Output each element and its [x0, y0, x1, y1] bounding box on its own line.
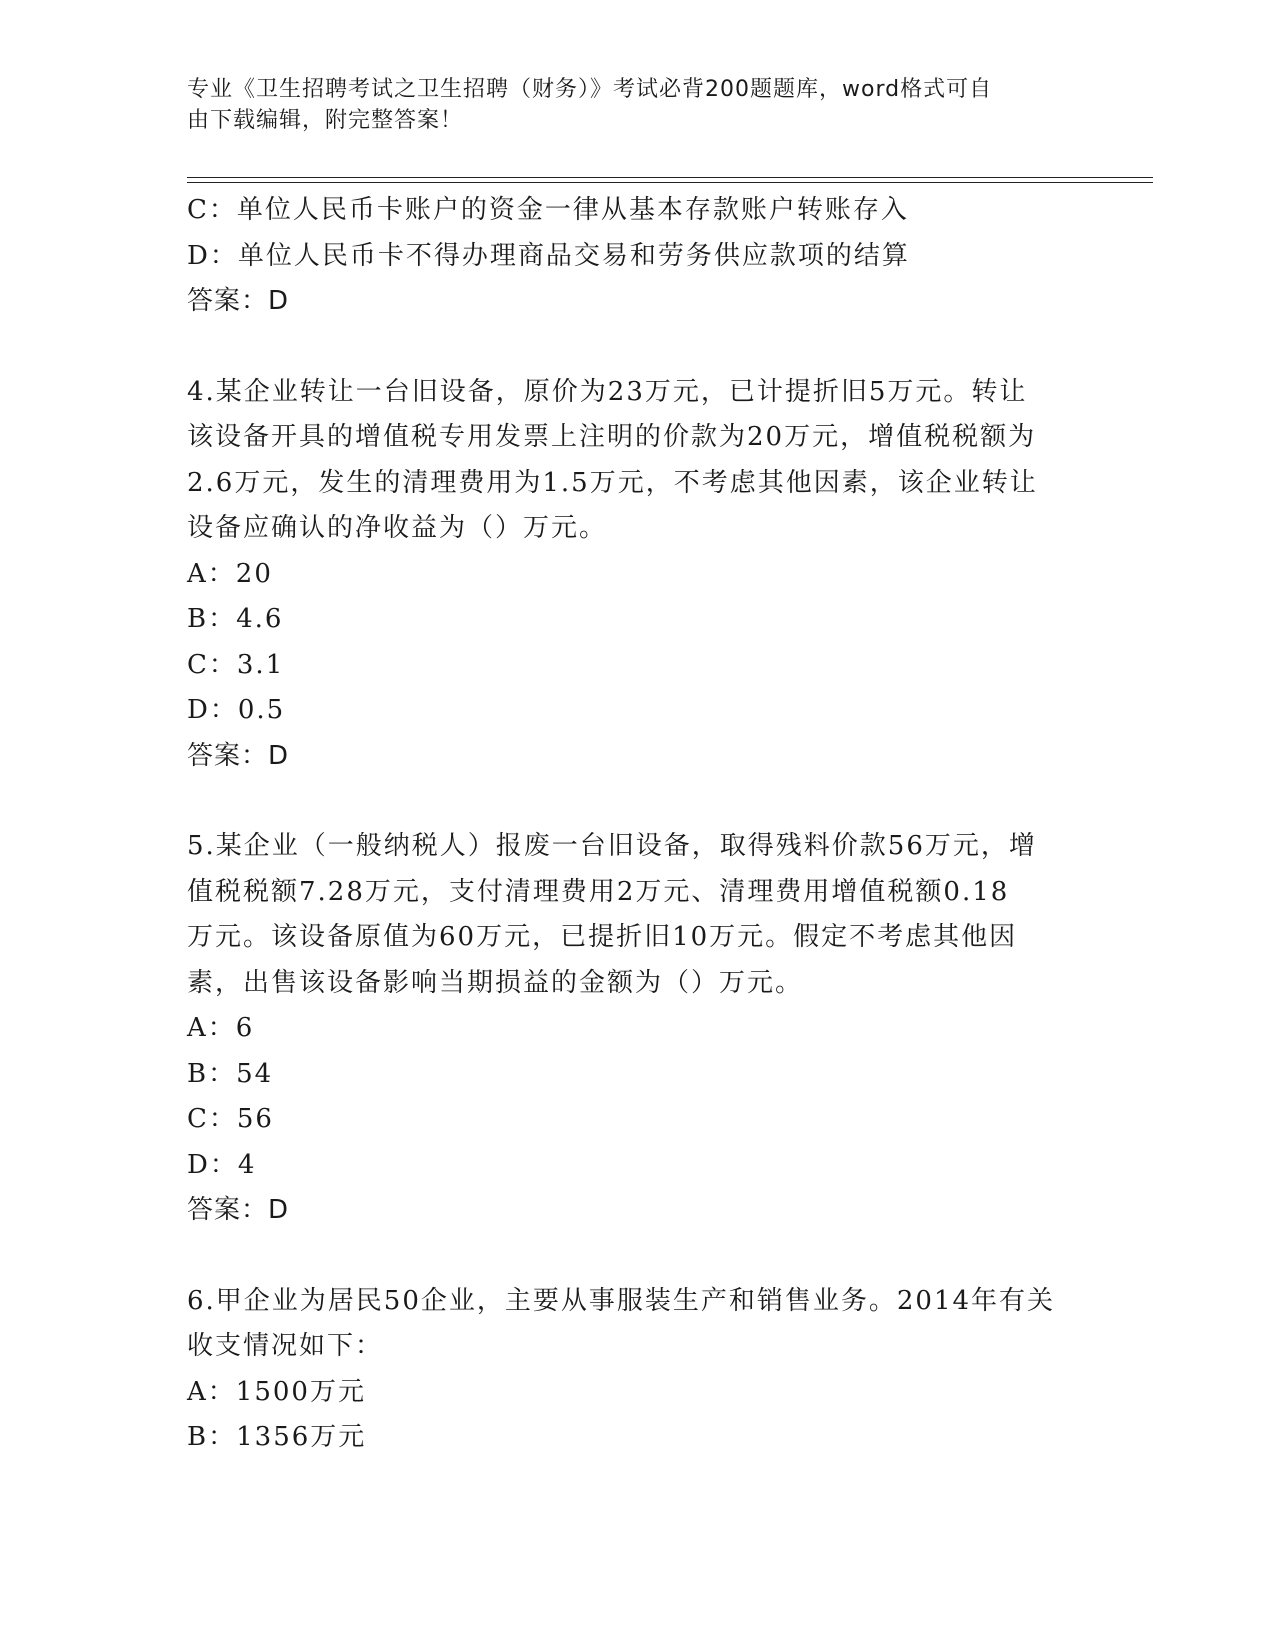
q5-option-c: C：56 — [187, 1104, 274, 1134]
q4-stem-line: 设备应确认的净收益为（）万元。 — [187, 513, 608, 543]
q4-stem-line: 该设备开具的增值税专用发票上注明的价款为20万元，增值税税额为 — [187, 422, 1037, 452]
q4-option-c: C：3.1 — [187, 649, 285, 680]
q5-option-b: B：54 — [187, 1058, 274, 1089]
q5-option-a: A：6 — [187, 1013, 255, 1043]
q6-option-b: B：1356万元 — [187, 1422, 367, 1452]
header-rule-bottom — [187, 182, 1153, 183]
header-line-1: 专业《卫生招聘考试之卫生招聘（财务）》考试必背200题题库，word格式可自 — [187, 77, 993, 102]
q5-option-d: D：4 — [187, 1149, 257, 1180]
q6-option-a: A：1500万元 — [187, 1376, 366, 1407]
document-header — [187, 74, 1067, 136]
q5-stem-line: 素，出售该设备影响当期损益的金额为（）万元。 — [187, 967, 804, 998]
q4-answer: 答案：D — [187, 740, 290, 771]
q4-option-a: A：20 — [187, 558, 273, 589]
q3-option-c: C：单位人民币卡账户的资金一律从基本存款账户转账存入 — [187, 195, 909, 225]
q5-answer: 答案：D — [187, 1195, 290, 1225]
q4-option-d: D：0.5 — [187, 695, 286, 725]
q4-stem-line: 2.6万元，发生的清理费用为1.5万元，不考虑其他因素，该企业转让 — [187, 467, 1038, 498]
header-line-2: 由下载编辑，附完整答案！ — [187, 108, 464, 133]
q5-stem-line: 值税税额7.28万元，支付清理费用2万元、清理费用增值税额0.18 — [187, 876, 1010, 907]
q5-stem-line: 5.某企业（一般纳税人）报废一台旧设备，取得残料价款56万元，增 — [187, 831, 1037, 861]
q3-option-d: D：单位人民币卡不得办理商品交易和劳务供应款项的结算 — [187, 240, 910, 271]
q3-answer: 答案：D — [187, 286, 290, 316]
q4-option-b: B：4.6 — [187, 604, 284, 634]
q6-stem-line: 收支情况如下： — [187, 1331, 384, 1361]
q5-stem-line: 万元。该设备原值为60万元，已提折旧10万元。假定不考虑其他因 — [187, 922, 1018, 952]
q6-stem-line: 6.甲企业为居民50企业，主要从事服装生产和销售业务。2014年有关 — [187, 1285, 1056, 1316]
question-content — [187, 188, 1087, 1461]
q4-stem-line: 4.某企业转让一台旧设备，原价为23万元，已计提折旧5万元。转让 — [187, 376, 1028, 407]
header-rule-top — [187, 177, 1153, 178]
